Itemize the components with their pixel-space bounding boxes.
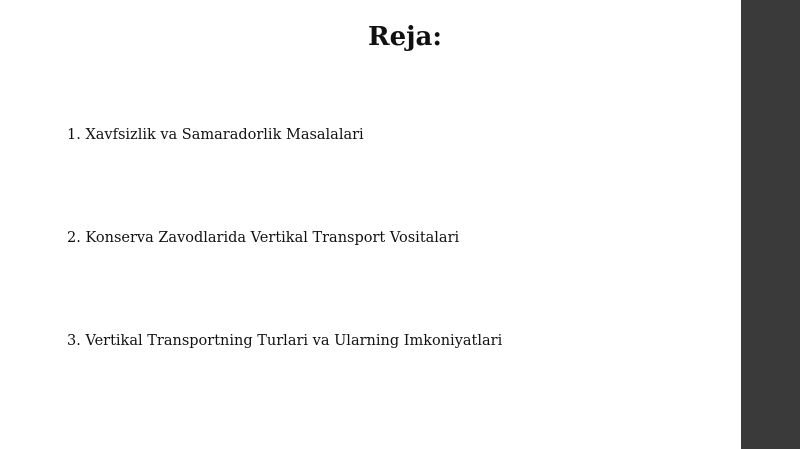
plan-item-3: 3. Vertikal Transportning Turlari va Ularning Imkoniyatlari: [67, 333, 503, 349]
side-panel: [741, 0, 800, 449]
plan-item-2: 2. Konserva Zavodlarida Vertikal Transport Vositalari: [67, 230, 460, 246]
plan-item-1: 1. Xavfsizlik va Samaradorlik Masalalari: [67, 127, 364, 143]
slide-title: Reja:: [367, 22, 442, 52]
